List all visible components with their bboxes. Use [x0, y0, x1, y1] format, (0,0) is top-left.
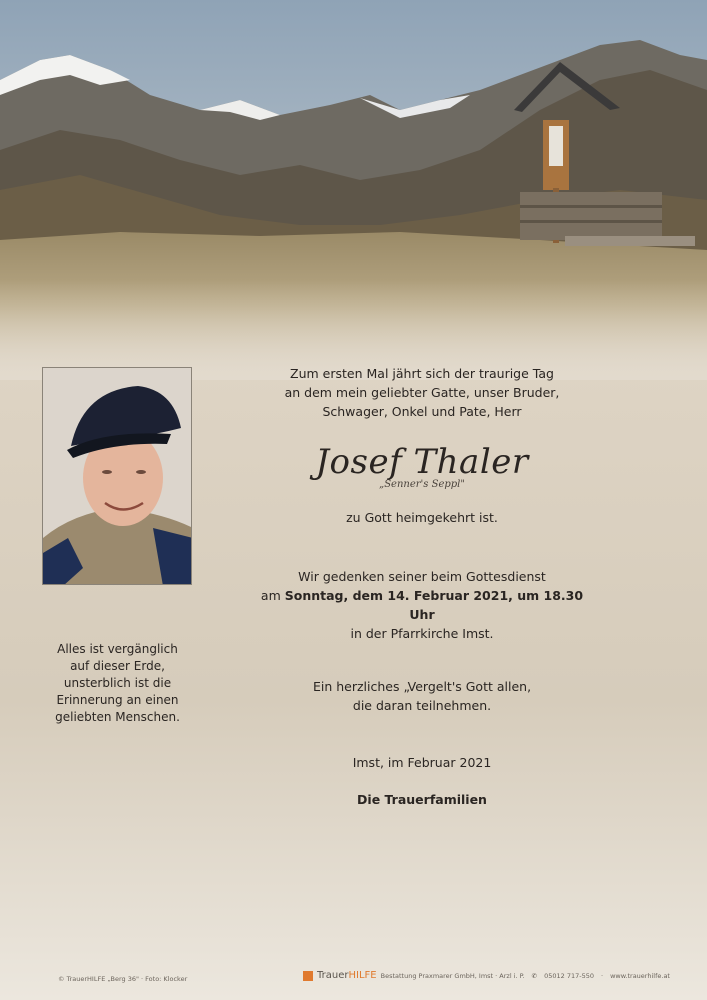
thanks-line: die daran teilnehmen.	[352, 698, 492, 713]
quote-line: auf dieser Erde,	[70, 659, 165, 673]
company-website[interactable]: www.trauerhilfe.at	[610, 971, 670, 980]
service-prefix: am	[260, 588, 285, 603]
place-date: Imst, im Februar 2021	[352, 755, 492, 770]
family-signature: Die Trauerfamilien	[357, 792, 487, 807]
intro-line: Schwager, Onkel und Pate, Herr	[322, 404, 522, 419]
thanks-line: Ein herzliches „Vergelt's Gott allen,	[312, 679, 532, 694]
intro-text	[257, 364, 587, 421]
quote-line: Erinnerung an einen	[56, 693, 179, 707]
thanks-text	[257, 677, 587, 715]
service-location: in der Pfarrkirche Imst.	[350, 626, 494, 641]
returned-text: zu Gott heimgekehrt ist.	[346, 510, 498, 525]
intro-line: an dem mein geliebter Gatte, unser Bruder,	[284, 385, 560, 400]
footer-company	[303, 970, 670, 981]
company-phone: 05012 717-550	[544, 971, 594, 980]
hero-landscape-image	[0, 0, 707, 380]
intro-line: Zum ersten Mal jährt sich der traurige Tag	[290, 366, 554, 381]
deceased-nickname: „Senner's Seppl"	[379, 479, 465, 490]
logo-part-2: HILFE	[348, 970, 377, 981]
deceased-name: Josef Thaler	[315, 442, 529, 482]
portrait-photo	[42, 367, 192, 585]
quote-line: unsterblich ist die	[63, 676, 172, 690]
separator: ·	[600, 971, 604, 980]
memorial-quote	[40, 641, 195, 726]
company-name: Bestattung Praxmarer GmbH, Imst · Arzl i. P.	[380, 971, 525, 980]
service-date-time: Sonntag, dem 14. Februar 2021, um 18.30 Uhr	[284, 588, 584, 622]
footer-credit: © TrauerHILFE „Berg 36" · Foto: Klocker	[58, 975, 188, 983]
service-info	[257, 567, 587, 643]
main-text-block	[257, 364, 587, 809]
trauerhilfe-logo-icon	[303, 971, 313, 981]
quote-line: geliebten Menschen.	[55, 710, 180, 724]
phone-icon: ✆	[531, 971, 538, 980]
logo-part-1: Trauer	[317, 970, 349, 981]
quote-line: Alles ist vergänglich	[57, 642, 178, 656]
service-line: Wir gedenken seiner beim Gottesdienst	[298, 569, 546, 584]
logo-text	[317, 970, 377, 981]
